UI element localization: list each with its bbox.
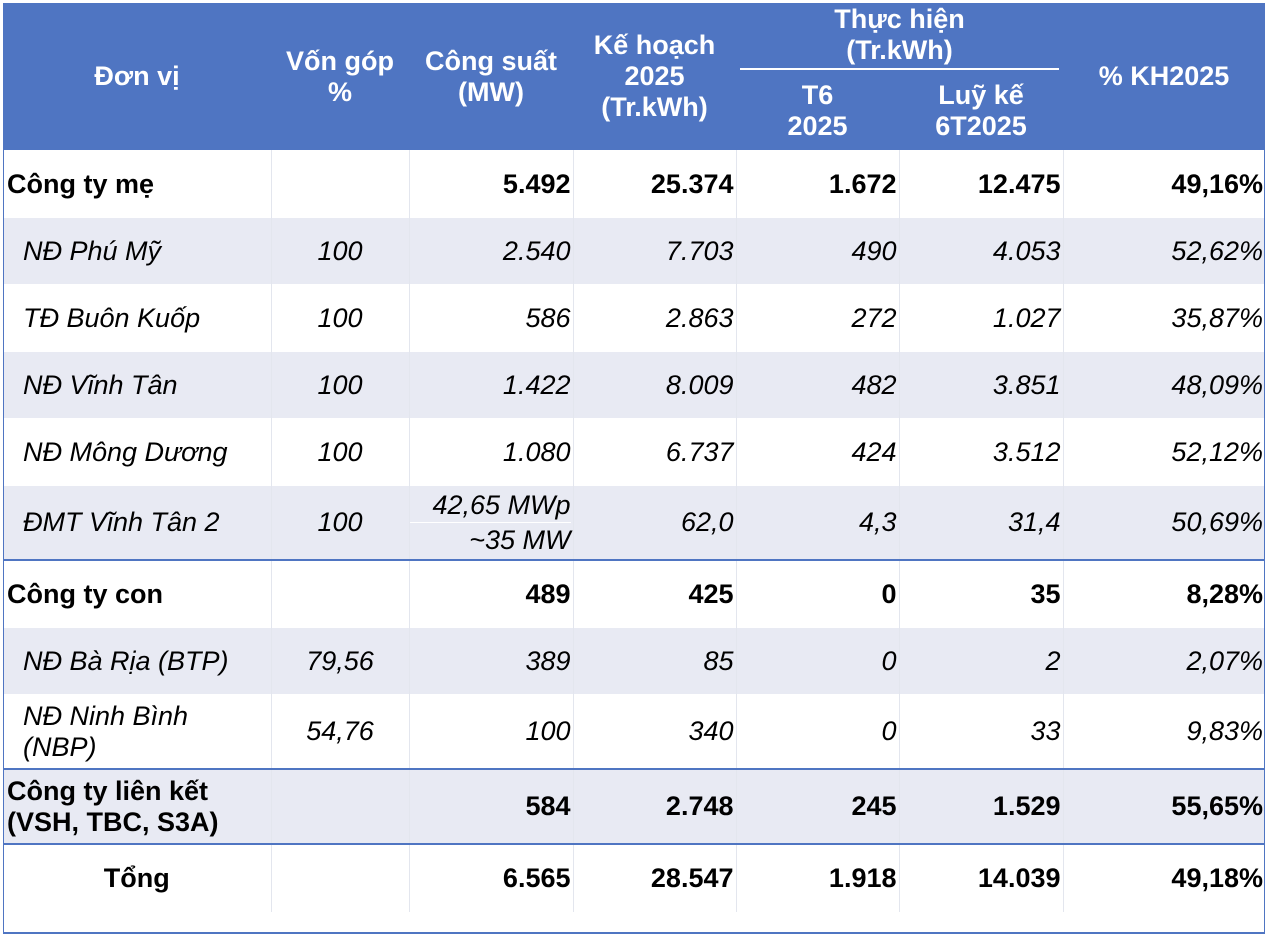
cell-plan: 28.547 (573, 844, 736, 912)
row-label: ĐMT Vĩnh Tân 2 (3, 486, 271, 561)
cell-capital-share: 54,76 (271, 695, 409, 770)
cell-capital-share: 100 (271, 419, 409, 486)
table-left-border (3, 3, 4, 933)
cell-percent: 52,12% (1063, 419, 1265, 486)
cell-capital-share (271, 844, 409, 912)
cell-capital-share (271, 151, 409, 218)
header-actual-group: Thực hiện (Tr.kWh) (736, 3, 1063, 72)
cell-june: 424 (736, 419, 899, 486)
cell-plan: 8.009 (573, 352, 736, 419)
table-row-total (3, 844, 1265, 912)
cell-june: 4,3 (736, 486, 899, 561)
cell-plan: 340 (573, 695, 736, 770)
cell-capital-share: 100 (271, 486, 409, 561)
cell-percent: 2,07% (1063, 628, 1265, 695)
cell-plan: 7.703 (573, 218, 736, 285)
cell-percent: 49,16% (1063, 151, 1265, 218)
header-capital-share: Vốn góp % (271, 3, 409, 151)
cell-plan: 2.863 (573, 285, 736, 352)
cell-capital-share (271, 560, 409, 628)
header-cumulative-6m: Luỹ kế 6T2025 (899, 72, 1063, 151)
cell-plan: 85 (573, 628, 736, 695)
cell-june: 1.918 (736, 844, 899, 912)
cell-capacity: 5.492 (409, 151, 573, 218)
table-row (3, 486, 1265, 561)
header-june-2025: T6 2025 (736, 72, 899, 151)
header-plan-percent: % KH2025 (1063, 3, 1265, 151)
cell-june: 0 (736, 560, 899, 628)
cell-june: 482 (736, 352, 899, 419)
cell-plan: 425 (573, 560, 736, 628)
table-row (3, 285, 1265, 352)
row-label: Công ty con (3, 560, 271, 628)
cell-percent: 55,65% (1063, 769, 1265, 844)
power-output-table (3, 3, 1265, 912)
cell-cumulative: 12.475 (899, 151, 1063, 218)
cell-june: 490 (736, 218, 899, 285)
cell-cumulative: 3.851 (899, 352, 1063, 419)
table-header (3, 3, 1265, 151)
cell-percent: 48,09% (1063, 352, 1265, 419)
cell-plan: 62,0 (573, 486, 736, 561)
row-label: Công ty mẹ (3, 151, 271, 218)
cell-cumulative: 1.027 (899, 285, 1063, 352)
cell-capacity: 584 (409, 769, 573, 844)
cell-percent: 35,87% (1063, 285, 1265, 352)
cell-capacity (409, 486, 573, 561)
cell-capacity: 100 (409, 695, 573, 770)
cell-percent: 52,62% (1063, 218, 1265, 285)
row-label: Công ty liên kết (VSH, TBC, S3A) (3, 769, 271, 844)
cell-capital-share: 100 (271, 285, 409, 352)
cell-cumulative: 33 (899, 695, 1063, 770)
table-row-associates (3, 769, 1265, 844)
cell-june: 272 (736, 285, 899, 352)
cell-capacity: 2.540 (409, 218, 573, 285)
cell-cumulative: 31,4 (899, 486, 1063, 561)
table-row (3, 695, 1265, 770)
cell-june: 0 (736, 695, 899, 770)
header-capacity: Công suất (MW) (409, 3, 573, 151)
table-bottom-border (3, 932, 1265, 934)
row-label: NĐ Vĩnh Tân (3, 352, 271, 419)
cell-percent: 50,69% (1063, 486, 1265, 561)
cell-percent: 49,18% (1063, 844, 1265, 912)
cell-percent: 8,28% (1063, 560, 1265, 628)
cell-june: 0 (736, 628, 899, 695)
cell-june: 245 (736, 769, 899, 844)
row-label: NĐ Phú Mỹ (3, 218, 271, 285)
table-row-parent-company (3, 151, 1265, 218)
cell-cumulative: 4.053 (899, 218, 1063, 285)
capacity-peak: 42,65 MWp (432, 490, 571, 520)
cell-capital-share: 100 (271, 352, 409, 419)
cell-capacity: 586 (409, 285, 573, 352)
table-body (3, 151, 1265, 913)
cell-plan: 2.748 (573, 769, 736, 844)
cell-june: 1.672 (736, 151, 899, 218)
cell-capacity: 1.080 (409, 419, 573, 486)
header-plan-2025: Kế hoạch 2025 (Tr.kWh) (573, 3, 736, 151)
cell-capacity: 489 (409, 560, 573, 628)
cell-cumulative: 1.529 (899, 769, 1063, 844)
cell-cumulative: 3.512 (899, 419, 1063, 486)
row-label: NĐ Mông Dương (3, 419, 271, 486)
row-label: NĐ Ninh Bình (NBP) (3, 695, 271, 770)
cell-capital-share (271, 769, 409, 844)
cell-cumulative: 35 (899, 560, 1063, 628)
cell-capacity: 1.422 (409, 352, 573, 419)
cell-cumulative: 2 (899, 628, 1063, 695)
cell-capacity: 389 (409, 628, 573, 695)
cell-cumulative: 14.039 (899, 844, 1063, 912)
table-row (3, 218, 1265, 285)
table-row-subsidiaries (3, 560, 1265, 628)
table-row (3, 419, 1265, 486)
cell-percent: 9,83% (1063, 695, 1265, 770)
table-row (3, 628, 1265, 695)
header-unit: Đơn vị (3, 3, 271, 151)
cell-capital-share: 79,56 (271, 628, 409, 695)
table-right-border (1264, 3, 1265, 933)
table-row (3, 352, 1265, 419)
cell-capital-share: 100 (271, 218, 409, 285)
cell-plan: 6.737 (573, 419, 736, 486)
row-label: Tổng (3, 844, 271, 912)
row-label: NĐ Bà Rịa (BTP) (3, 628, 271, 695)
capacity-ac: ~35 MW (410, 522, 571, 557)
cell-capacity: 6.565 (409, 844, 573, 912)
row-label: TĐ Buôn Kuốp (3, 285, 271, 352)
cell-plan: 25.374 (573, 151, 736, 218)
